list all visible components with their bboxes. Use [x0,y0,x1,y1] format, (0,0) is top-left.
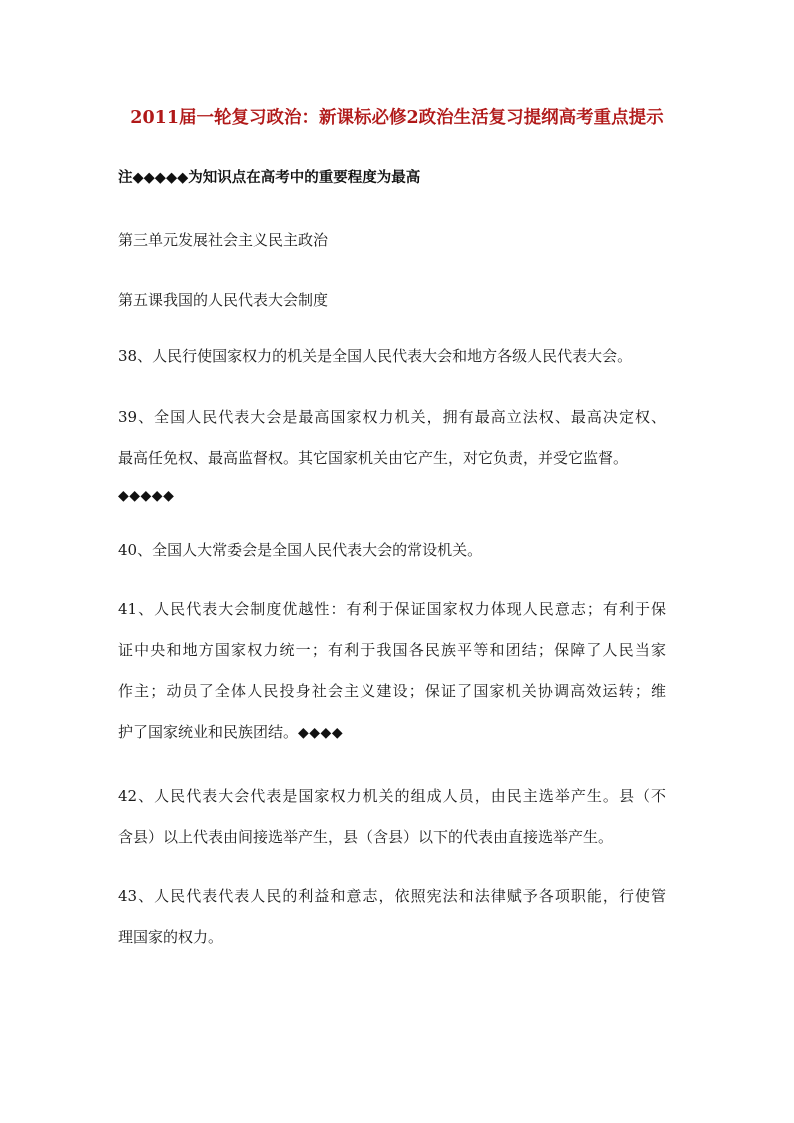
item-41-line-3: 作主；动员了全体人民投身社会主义建设；保证了国家机关协调高效运转；维 [118,682,666,700]
item-38 [118,336,666,377]
item-43-line-1: 43、人民代表代表人民的利益和意志，依照宪法和法律赋予各项职能，行使管 [118,887,666,905]
item-41-line-1: 41、人民代表大会制度优越性：有利于保证国家权力体现人民意志；有利于保 [118,600,666,618]
item-43 [118,876,666,958]
item-39-rating: ◆◆◆◆◆ [118,488,175,504]
item-41-rating: ◆◆◆◆ [298,725,344,741]
importance-note: 注◆◆◆◆◆为知识点在高考中的重要程度为最高 [118,169,421,186]
item-39-line-2: 最高任免权、最高监督权。其它国家机关由它产生，对它负责，并受它监督。 [118,449,629,467]
item-41-line-4 [118,712,666,754]
item-42-line-1: 42、人民代表大会代表是国家权力机关的组成人员，由民主选举产生。县（不 [118,787,666,805]
item-40-line-1: 40、全国人大常委会是全国人民代表大会的常设机关。 [118,541,483,559]
item-41 [118,589,666,754]
unit-heading: 第三单元发展社会主义民主政治 [118,231,329,249]
document-title: 2011届一轮复习政治：新课标必修2政治生活复习提纲高考重点提示 [130,108,664,128]
lesson-heading: 第五课我国的人民代表大会制度 [118,291,329,309]
item-42 [118,776,666,858]
item-39 [118,397,666,479]
item-41-line-4-text: 护了国家统业和民族团结。 [118,723,299,741]
item-40 [118,530,666,571]
item-41-line-2: 证中央和地方国家权力统一；有利于我国各民族平等和团结；保障了人民当家 [118,641,666,659]
item-39-line-1: 39、全国人民代表大会是最高国家权力机关，拥有最高立法权、最高决定权、 [118,408,666,426]
item-42-line-2: 含县）以上代表由间接选举产生，县（含县）以下的代表由直接选举产生。 [118,828,614,846]
item-38-line-1: 38、人民行使国家权力的机关是全国人民代表大会和地方各级人民代表大会。 [118,347,633,365]
item-43-line-2: 理国家的权力。 [118,928,224,946]
